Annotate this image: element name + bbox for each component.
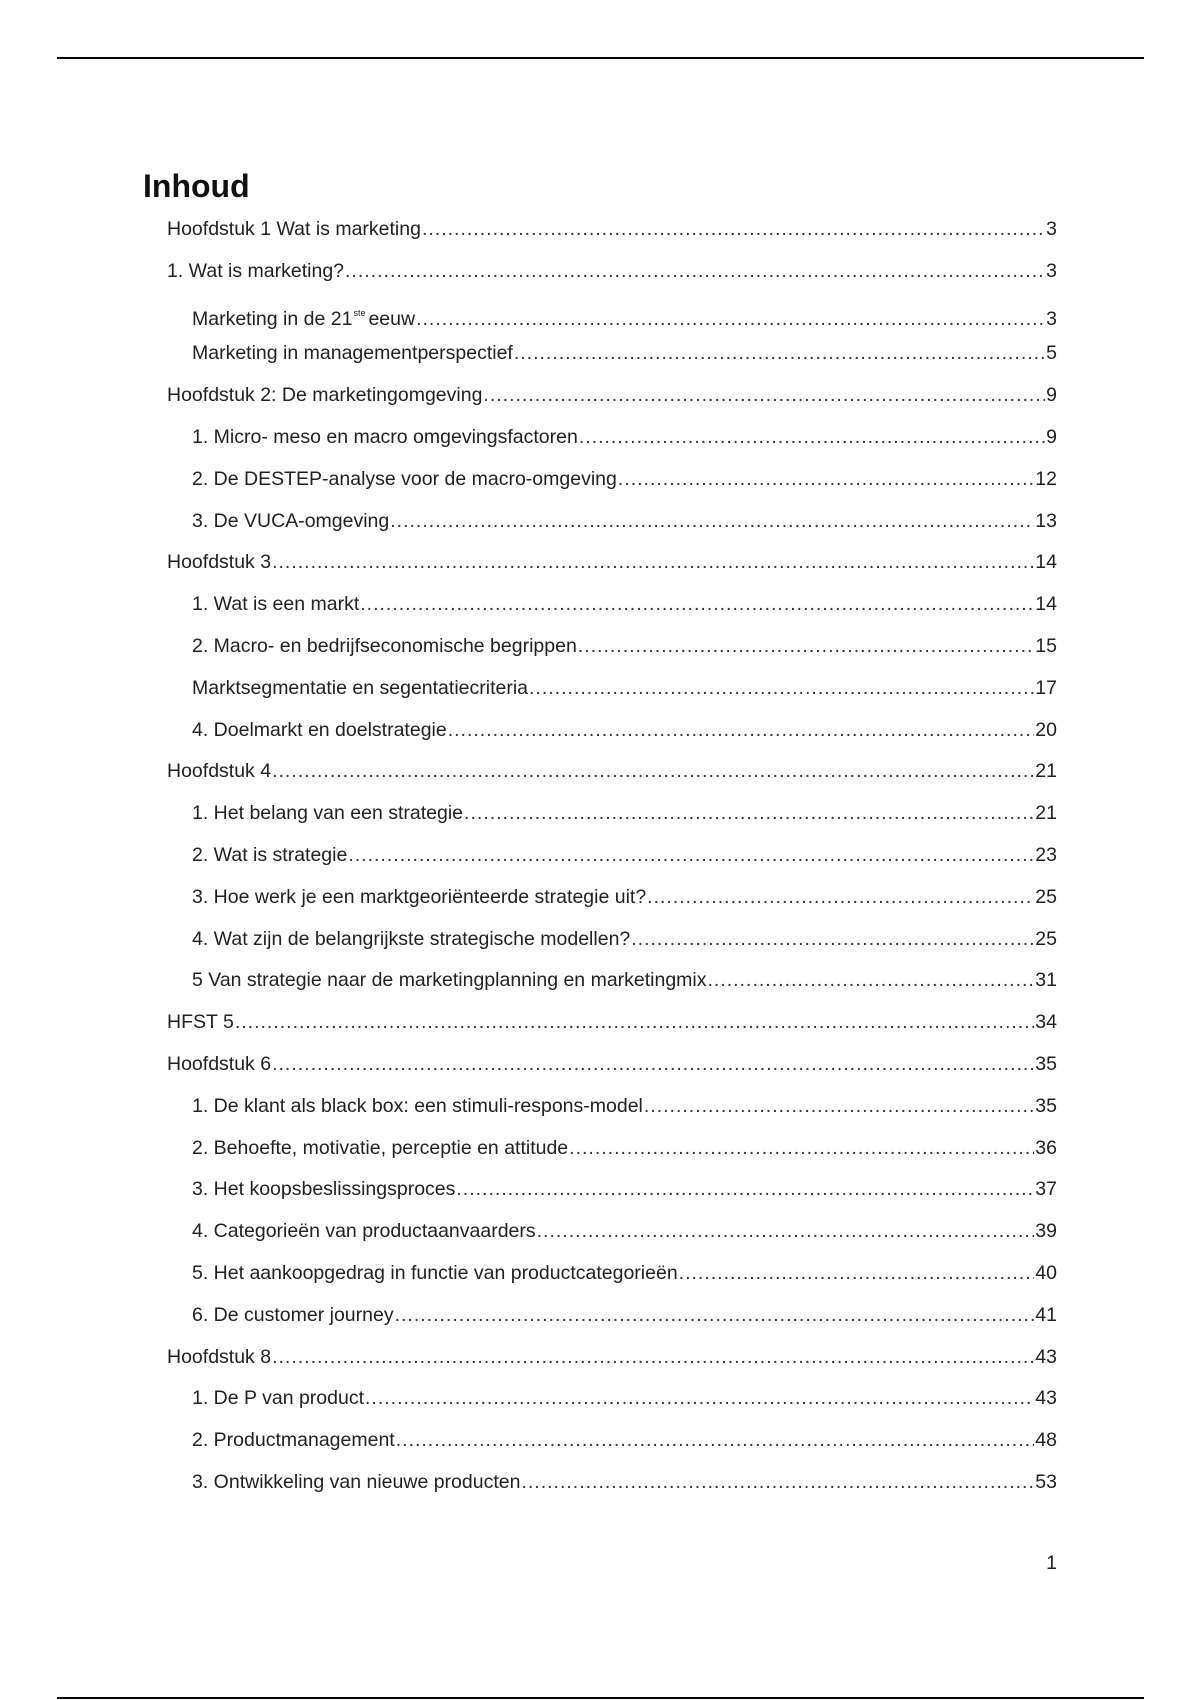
toc-entry-text: Marketing in de 21 bbox=[192, 308, 353, 330]
toc-dot-leader bbox=[537, 1216, 1035, 1246]
toc-dot-leader bbox=[348, 840, 1034, 870]
header-rule bbox=[57, 57, 1144, 59]
toc-entry-label bbox=[192, 298, 415, 334]
toc-entry-text: Hoofdstuk 3 bbox=[167, 551, 272, 573]
toc-entry-text: 3. Het koopsbeslissingsproces bbox=[192, 1178, 456, 1200]
toc-dot-leader bbox=[235, 1007, 1034, 1037]
toc-entry[interactable] bbox=[192, 1091, 1057, 1121]
toc-entry-text: Hoofdstuk 1 Wat is marketing bbox=[167, 218, 421, 240]
toc-entry-label bbox=[192, 965, 707, 995]
toc-entry[interactable] bbox=[192, 338, 1057, 368]
toc-entry-text: HFST 5 bbox=[167, 1011, 234, 1033]
toc-entry-text: 6. De customer journey bbox=[192, 1304, 394, 1326]
toc-entry-page: 35 bbox=[1035, 1053, 1057, 1075]
toc-entry-text: Hoofdstuk 2: De marketingomgeving bbox=[167, 384, 483, 406]
toc-entry-text: 1. De klant als black box: een stimuli-respons-model bbox=[192, 1095, 643, 1117]
toc-dot-leader bbox=[272, 547, 1034, 577]
toc-entry-label bbox=[167, 1049, 271, 1079]
toc-entry-superscript: ste bbox=[353, 308, 366, 318]
toc-entry-page: 3 bbox=[1046, 218, 1057, 240]
toc-dot-leader bbox=[569, 1133, 1034, 1163]
toc-dot-leader bbox=[514, 338, 1045, 368]
toc-dot-leader bbox=[416, 304, 1045, 334]
toc-entry-page: 23 bbox=[1035, 844, 1057, 866]
toc-entry-text: 3. Hoe werk je een marktgeoriënteerde strategie uit? bbox=[192, 886, 647, 908]
toc-entry-page: 3 bbox=[1046, 260, 1057, 282]
toc-entry-page: 37 bbox=[1035, 1178, 1057, 1200]
toc-entry[interactable] bbox=[192, 1383, 1057, 1413]
toc-dot-leader bbox=[272, 1342, 1034, 1372]
toc-entry[interactable] bbox=[192, 631, 1057, 661]
toc-entry-text: 1. Micro- meso en macro omgevingsfactoren bbox=[192, 426, 578, 448]
toc-entry-text: 1. Wat is marketing? bbox=[167, 260, 345, 282]
toc-dot-leader bbox=[396, 1425, 1035, 1455]
toc-entry-label bbox=[192, 924, 630, 954]
toc-entry-label bbox=[192, 422, 578, 452]
toc-entry-label bbox=[192, 798, 463, 828]
toc-entry-label bbox=[167, 380, 482, 410]
toc-entry-page: 20 bbox=[1035, 719, 1057, 741]
toc-title: Inhoud bbox=[143, 168, 250, 204]
toc-entry-text: 2. Behoefte, motivatie, perceptie en attitude bbox=[192, 1137, 569, 1159]
toc-dot-leader bbox=[679, 1258, 1035, 1288]
toc-dot-leader bbox=[483, 380, 1045, 410]
toc-entry-label bbox=[192, 673, 528, 703]
toc-entry-page: 35 bbox=[1035, 1095, 1057, 1117]
toc-entry[interactable] bbox=[167, 1007, 1057, 1037]
toc-entry-label bbox=[167, 1342, 271, 1372]
toc-dot-leader bbox=[272, 756, 1034, 786]
toc-entry-label bbox=[192, 589, 359, 619]
toc-entry-text: 1. De P van product bbox=[192, 1387, 364, 1409]
toc-entry[interactable] bbox=[192, 464, 1057, 494]
toc-entry-text: 4. Categorieën van productaanvaarders bbox=[192, 1220, 536, 1242]
toc-dot-leader bbox=[464, 798, 1034, 828]
toc-entry-page: 9 bbox=[1046, 384, 1057, 406]
toc-entry-text: 1. Het belang van een strategie bbox=[192, 802, 464, 824]
toc-entry[interactable] bbox=[192, 1258, 1057, 1288]
toc-entry-page: 39 bbox=[1035, 1220, 1057, 1242]
toc-entry-text: Hoofdstuk 8 bbox=[167, 1346, 272, 1368]
toc-entry-label bbox=[192, 631, 577, 661]
toc-entry-page: 9 bbox=[1046, 426, 1057, 448]
toc-entry-page: 41 bbox=[1035, 1304, 1057, 1326]
toc-entry[interactable] bbox=[192, 422, 1057, 452]
toc-entry-label bbox=[167, 256, 344, 286]
toc-entry-label bbox=[167, 547, 271, 577]
toc-dot-leader bbox=[390, 506, 1034, 536]
toc-entry-page: 14 bbox=[1035, 593, 1057, 615]
toc-dot-leader bbox=[422, 214, 1045, 244]
toc-entry-page: 17 bbox=[1035, 677, 1057, 699]
toc-entry-page: 31 bbox=[1035, 969, 1057, 991]
toc-entry-page: 25 bbox=[1035, 928, 1057, 950]
toc-entry-text: 2. De DESTEP-analyse voor de macro-omgeving bbox=[192, 468, 617, 490]
toc-entry-page: 13 bbox=[1035, 510, 1057, 532]
toc-entry[interactable] bbox=[167, 380, 1057, 410]
toc-entry-label bbox=[192, 1216, 536, 1246]
toc-entry-label bbox=[192, 1133, 568, 1163]
toc-entry-page: 21 bbox=[1035, 802, 1057, 824]
toc-dot-leader bbox=[529, 673, 1034, 703]
toc-entry[interactable] bbox=[192, 882, 1057, 912]
toc-dot-leader bbox=[395, 1300, 1035, 1330]
toc-entry[interactable] bbox=[167, 1342, 1057, 1372]
toc-entry-label bbox=[192, 464, 617, 494]
toc-entry-label bbox=[192, 1174, 455, 1204]
toc-entry[interactable] bbox=[192, 1133, 1057, 1163]
toc-entry[interactable] bbox=[192, 924, 1057, 954]
toc-dot-leader bbox=[647, 882, 1034, 912]
toc-entry[interactable] bbox=[192, 589, 1057, 619]
toc-entry-page: 53 bbox=[1035, 1471, 1057, 1493]
toc-dot-leader bbox=[708, 965, 1035, 995]
toc-entry[interactable] bbox=[167, 214, 1057, 244]
toc-entry-page: 43 bbox=[1035, 1346, 1057, 1368]
toc-entry-page: 3 bbox=[1046, 308, 1057, 330]
toc-entry-page: 36 bbox=[1035, 1137, 1057, 1159]
toc-entry-text: 2. Productmanagement bbox=[192, 1429, 395, 1451]
toc-dot-leader bbox=[631, 924, 1034, 954]
toc-entry-text: 3. De VUCA-omgeving bbox=[192, 510, 390, 532]
toc-entry-text: Marketing in managementperspectief bbox=[192, 342, 513, 364]
toc-entry[interactable] bbox=[192, 715, 1057, 745]
toc-entry-page: 25 bbox=[1035, 886, 1057, 908]
toc-entry-page: 15 bbox=[1035, 635, 1057, 657]
toc-dot-leader bbox=[365, 1383, 1034, 1413]
toc-entry-text: 4. Doelmarkt en doelstrategie bbox=[192, 719, 447, 741]
toc-entry-text: 4. Wat zijn de belangrijkste strategische modellen? bbox=[192, 928, 631, 950]
toc-entry-page: 21 bbox=[1035, 760, 1057, 782]
toc-dot-leader bbox=[448, 715, 1035, 745]
toc-entry[interactable] bbox=[192, 1216, 1057, 1246]
toc-dot-leader bbox=[360, 589, 1034, 619]
toc-entry-page: 43 bbox=[1035, 1387, 1057, 1409]
toc-entry-text: 3. Ontwikkeling van nieuwe producten bbox=[192, 1471, 521, 1493]
toc-entry-label bbox=[192, 1425, 395, 1455]
toc-entry[interactable] bbox=[192, 1425, 1057, 1455]
toc-entry[interactable] bbox=[192, 840, 1057, 870]
toc-entry-page: 14 bbox=[1035, 551, 1057, 573]
toc-entry-label bbox=[192, 1467, 520, 1497]
toc-entry-page: 34 bbox=[1035, 1011, 1057, 1033]
toc-dot-leader bbox=[578, 631, 1035, 661]
toc-dot-leader bbox=[456, 1174, 1034, 1204]
toc-dot-leader bbox=[644, 1091, 1034, 1121]
toc-entry-page: 5 bbox=[1046, 342, 1057, 364]
toc-dot-leader bbox=[579, 422, 1045, 452]
toc-entry-text: 5 Van strategie naar de marketingplanning en marketingmix bbox=[192, 969, 707, 991]
toc-entry-label bbox=[192, 882, 646, 912]
toc-entry[interactable] bbox=[192, 798, 1057, 828]
toc-entry[interactable] bbox=[192, 506, 1057, 536]
toc-entry-text: 2. Macro- en bedrijfseconomische begrippen bbox=[192, 635, 577, 657]
toc-entry-label bbox=[167, 756, 271, 786]
toc-entry[interactable] bbox=[192, 1174, 1057, 1204]
toc-entry-text: 1. Wat is een markt bbox=[192, 593, 360, 615]
toc-entry-label bbox=[192, 1383, 364, 1413]
footer-rule bbox=[57, 1697, 1144, 1699]
toc-entry[interactable] bbox=[192, 965, 1057, 995]
toc-dot-leader bbox=[521, 1467, 1034, 1497]
toc-entry[interactable] bbox=[192, 1467, 1057, 1497]
page-number: 1 bbox=[1046, 1552, 1057, 1574]
toc-entry-label bbox=[192, 506, 389, 536]
toc-entry-page: 12 bbox=[1035, 468, 1057, 490]
toc-entry-text: Hoofdstuk 6 bbox=[167, 1053, 272, 1075]
toc-entry-text: 5. Het aankoopgedrag in functie van productcategorieën bbox=[192, 1262, 678, 1284]
toc-entry-text: Marktsegmentatie en segentatiecriteria bbox=[192, 677, 529, 699]
toc-dot-leader bbox=[345, 256, 1045, 286]
toc-entry[interactable] bbox=[192, 1300, 1057, 1330]
toc-entry-label bbox=[192, 1300, 394, 1330]
toc-entry[interactable] bbox=[192, 673, 1057, 703]
toc-entry-label bbox=[192, 1091, 643, 1121]
toc-entry-text: 2. Wat is strategie bbox=[192, 844, 348, 866]
toc-entry-label bbox=[167, 214, 421, 244]
toc-entry-page: 40 bbox=[1035, 1262, 1057, 1284]
toc-entry-label bbox=[192, 715, 447, 745]
toc-entry-text: Hoofdstuk 4 bbox=[167, 760, 272, 782]
toc-entry-label bbox=[167, 1007, 234, 1037]
toc-entry-label bbox=[192, 840, 347, 870]
toc-dot-leader bbox=[272, 1049, 1034, 1079]
toc-entry-label bbox=[192, 1258, 678, 1288]
toc-entry[interactable] bbox=[167, 547, 1057, 577]
toc-entry-page: 48 bbox=[1035, 1429, 1057, 1451]
toc-dot-leader bbox=[618, 464, 1034, 494]
toc-entry-text-after: eeuw bbox=[368, 308, 416, 330]
toc-entry-label bbox=[192, 338, 513, 368]
toc-entry[interactable] bbox=[167, 756, 1057, 786]
toc-entry[interactable] bbox=[167, 1049, 1057, 1079]
toc-entry[interactable] bbox=[167, 256, 1057, 286]
toc-entry[interactable] bbox=[192, 298, 1057, 334]
